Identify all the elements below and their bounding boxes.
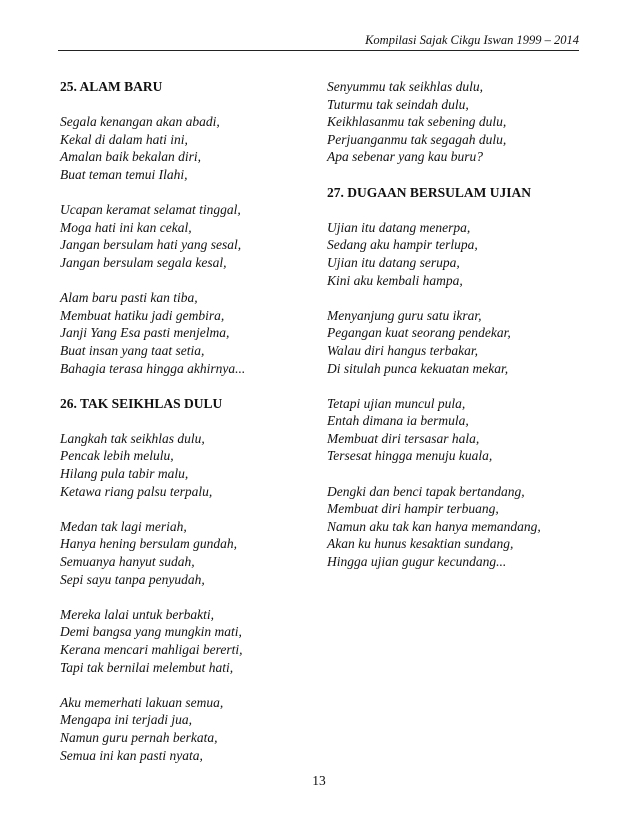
verse-line: Tapi tak bernilai melembut hati,	[60, 659, 234, 675]
verse-line: Namun aku tak kan hanya memandang,	[327, 518, 541, 534]
verse-line: Membuat diri hampir terbuang,	[327, 501, 499, 517]
verse-line: Dengki dan benci tapak bertandang,	[327, 483, 525, 499]
verse-line: Mengapa ini terjadi jua,	[60, 712, 192, 728]
running-header: Kompilasi Sajak Cikgu Iswan 1999 – 2014	[365, 33, 579, 47]
verse-line: Perjuanganmu tak segagah dulu,	[327, 131, 507, 147]
stanza-spacer	[327, 289, 589, 307]
verse-line: Membuat diri tersasar hala,	[327, 430, 480, 446]
verse-line: Segala kenangan akan abadi,	[60, 114, 220, 130]
verse-line: Entah dimana ia bermula,	[327, 413, 469, 429]
verse-line: Ucapan keramat selamat tinggal,	[60, 202, 241, 218]
verse-line: Buat teman temui Ilahi,	[60, 166, 188, 182]
verse-line: Langkah tak seikhlas dulu,	[60, 430, 205, 446]
verse-line: Moga hati ini kan cekal,	[60, 219, 192, 235]
stanza	[60, 694, 310, 764]
stanza	[327, 483, 589, 571]
stanza	[327, 307, 589, 377]
verse-line: Walau diri hangus terbakar,	[327, 342, 479, 358]
left-column	[60, 78, 310, 764]
verse-line: Sedang aku hampir terlupa,	[327, 237, 478, 253]
verse-line: Tersesat hingga menuju kuala,	[327, 448, 493, 464]
verse-line: Senyummu tak seikhlas dulu,	[327, 79, 483, 94]
stanza	[327, 78, 589, 166]
verse-line: Bahagia terasa hingga akhirnya...	[60, 360, 246, 376]
poem-spacer	[327, 166, 589, 184]
stanza-spacer	[60, 676, 310, 694]
stanza-spacer	[60, 500, 310, 518]
verse-line: Janji Yang Esa pasti menjelma,	[60, 325, 230, 341]
verse-line: Tetapi ujian muncul pula,	[327, 395, 466, 411]
right-column	[327, 78, 589, 571]
title-spacer	[327, 201, 589, 219]
stanza	[60, 289, 310, 377]
stanza	[60, 113, 310, 183]
verse-line: Kini aku kembali hampa,	[327, 272, 463, 288]
poem-title: 26. TAK SEIKHLAS DULU	[60, 395, 223, 411]
stanza	[327, 219, 589, 289]
verse-line: Apa sebenar yang kau buru?	[327, 149, 483, 165]
verse-line: Kerana mencari mahligai bererti,	[60, 642, 243, 657]
poem-title: 27. DUGAAN BERSULAM UJIAN	[327, 184, 532, 200]
verse-line: Jangan bersulam hati yang sesal,	[60, 237, 242, 253]
verse-line: Pegangan kuat seorang pendekar,	[327, 325, 511, 341]
page-number: 13	[312, 773, 326, 788]
verse-line: Alam baru pasti kan tiba,	[60, 290, 198, 306]
verse-line: Ketawa riang palsu terpalu,	[60, 483, 213, 499]
stanza-spacer	[60, 588, 310, 606]
stanza	[60, 201, 310, 271]
verse-line: Mereka lalai untuk berbakti,	[60, 606, 214, 622]
verse-line: Kekal di dalam hati ini,	[60, 131, 188, 147]
verse-line: Keikhlasanmu tak sebening dulu,	[327, 114, 507, 130]
poem-spacer	[60, 377, 310, 395]
title-spacer	[60, 96, 310, 114]
verse-line: Sepi sayu tanpa penyudah,	[60, 571, 205, 587]
verse-line: Menyanjung guru satu ikrar,	[327, 307, 482, 323]
stanza	[60, 518, 310, 588]
stanza-spacer	[60, 272, 310, 290]
verse-line: Jangan bersulam segala kesal,	[60, 254, 227, 270]
stanza-spacer	[60, 184, 310, 202]
verse-line: Hanya hening bersulam gundah,	[60, 536, 237, 552]
stanza	[60, 430, 310, 500]
verse-line: Semua ini kan pasti nyata,	[60, 747, 203, 763]
verse-line: Di situlah punca kekuatan mekar,	[327, 360, 509, 376]
stanza	[60, 606, 310, 676]
verse-line: Amalan baik bekalan diri,	[60, 149, 201, 165]
stanza-spacer	[327, 377, 589, 395]
verse-line: Medan tak lagi meriah,	[60, 518, 187, 534]
verse-line: Buat insan yang taat setia,	[60, 342, 205, 358]
verse-line: Ujian itu datang serupa,	[327, 254, 460, 270]
stanza-spacer	[327, 465, 589, 483]
verse-line: Hilang pula tabir malu,	[60, 466, 189, 482]
verse-line: Aku memerhati lakuan semua,	[60, 694, 224, 710]
verse-line: Akan ku hunus kesaktian sundang,	[327, 536, 514, 552]
stanza	[327, 395, 589, 465]
header-rule	[58, 50, 579, 51]
verse-line: Semuanya hanyut sudah,	[60, 554, 195, 570]
verse-line: Tuturmu tak seindah dulu,	[327, 96, 469, 112]
title-spacer	[60, 412, 310, 430]
verse-line: Pencak lebih melulu,	[60, 448, 174, 464]
verse-line: Namun guru pernah berkata,	[60, 729, 218, 745]
verse-line: Membuat hatiku jadi gembira,	[60, 307, 225, 323]
poem-title: 25. ALAM BARU	[60, 79, 163, 94]
verse-line: Hingga ujian gugur kecundang...	[327, 554, 507, 570]
verse-line: Demi bangsa yang mungkin mati,	[60, 624, 242, 640]
verse-line: Ujian itu datang menerpa,	[327, 219, 471, 235]
